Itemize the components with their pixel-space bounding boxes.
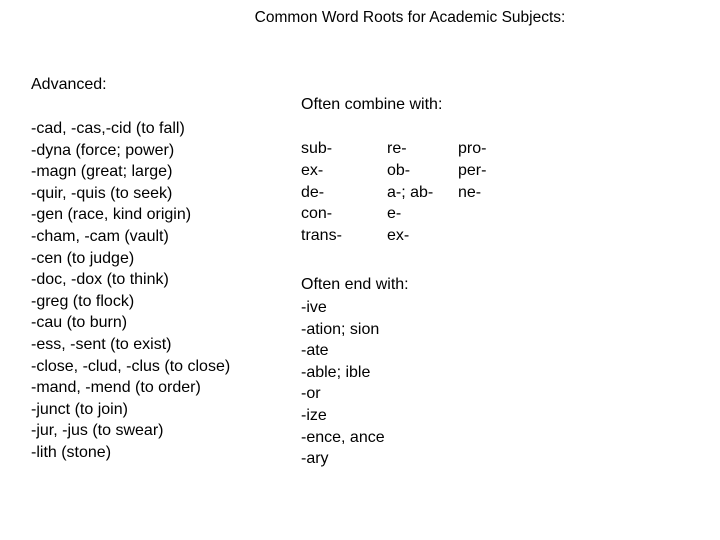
list-item: -jur, -jus (to swear): [31, 422, 164, 440]
list-item: ne-: [458, 183, 482, 201]
list-item: con-: [301, 205, 333, 223]
list-item: -cau (to burn): [31, 314, 128, 332]
list-item: -ence, ance: [301, 428, 385, 446]
list-item: -greg (to flock): [31, 292, 135, 310]
prefix-column-1: [301, 138, 342, 247]
list-item: -ize: [301, 406, 327, 424]
combine-heading: Often combine with:: [301, 96, 443, 113]
list-item: -dyna (force; power): [31, 141, 175, 159]
list-item: -lith (stone): [31, 443, 112, 461]
list-item: ex-: [301, 161, 324, 179]
list-item: re-: [387, 140, 407, 157]
list-item: a-; ab-: [387, 183, 434, 201]
list-item: -quir, -quis (to seek): [31, 184, 173, 202]
list-item: sub-: [301, 140, 333, 157]
endings-heading: Often end with:: [301, 276, 409, 293]
list-item: -ary: [301, 450, 329, 468]
advanced-heading: Advanced:: [31, 76, 107, 93]
list-item: -doc, -dox (to think): [31, 271, 169, 289]
prefix-column-2: [387, 138, 433, 247]
list-item: per-: [458, 161, 487, 179]
list-item: -ess, -sent (to exist): [31, 335, 172, 353]
list-item: trans-: [301, 227, 342, 245]
list-item: -cen (to judge): [31, 249, 135, 267]
page-title: Common Word Roots for Academic Subjects:: [254, 9, 566, 26]
list-item: -ive: [301, 299, 327, 316]
list-item: e-: [387, 205, 402, 223]
list-item: -close, -clud, -clus (to close): [31, 357, 231, 375]
list-item: -junct (to join): [31, 400, 128, 418]
list-item: ob-: [387, 161, 411, 179]
list-item: -ation; sion: [301, 320, 380, 338]
endings-list: [301, 297, 385, 470]
list-item: pro-: [458, 140, 487, 157]
prefix-column-3: [458, 138, 486, 203]
list-item: ex-: [387, 227, 410, 245]
list-item: -or: [301, 385, 321, 403]
list-item: -cad, -cas,-cid (to fall): [31, 120, 185, 137]
list-item: de-: [301, 183, 325, 201]
list-item: -cham, -cam (vault): [31, 227, 169, 245]
advanced-roots-list: [31, 118, 230, 464]
list-item: -able; ible: [301, 363, 371, 381]
list-item: -magn (great; large): [31, 163, 173, 181]
list-item: -ate: [301, 342, 329, 360]
list-item: -gen (race, kind origin): [31, 206, 192, 224]
list-item: -mand, -mend (to order): [31, 379, 201, 397]
